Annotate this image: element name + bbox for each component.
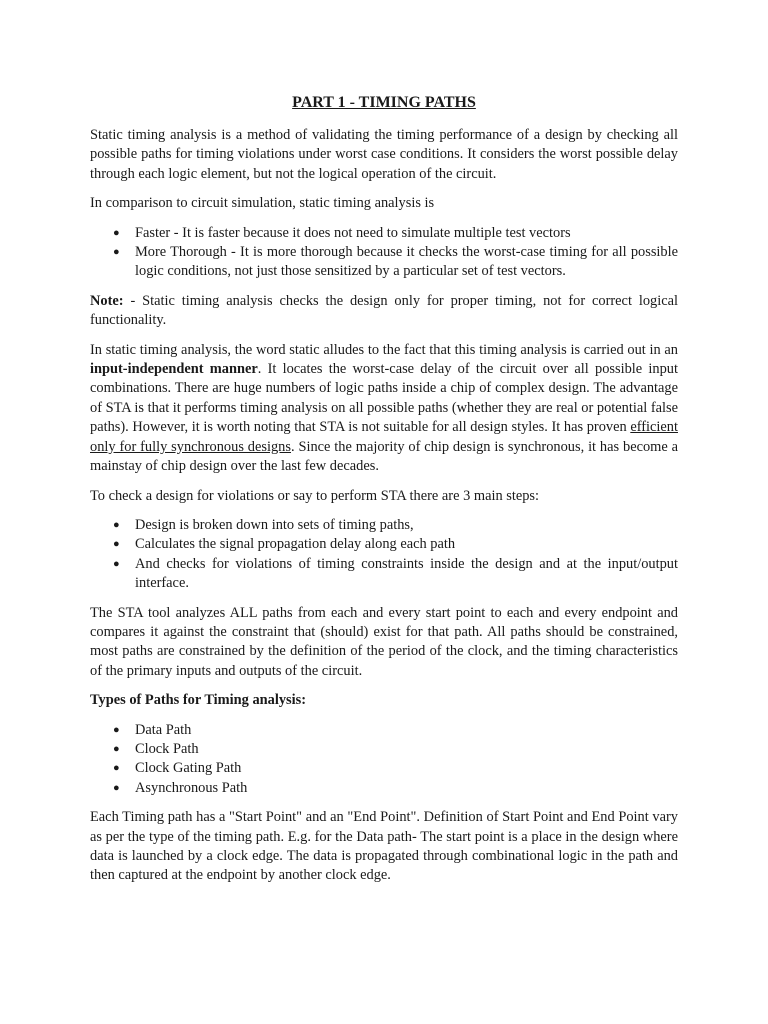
steps-lead: To check a design for violations or say to perform STA there are 3 main steps:: [90, 487, 540, 504]
intro-paragraph: Static timing analysis is a method of validating the timing performance of a design by checking all possible paths for timing violations under worst case conditions. It considers the worst possible delay through each logic element, but not the logical operation of the circuit.: [90, 127, 678, 182]
note-paragraph: [90, 292, 678, 331]
list-item: ● Calculates the signal propagation delay along each path: [135, 535, 678, 554]
types-heading: [90, 691, 678, 710]
types-list: [90, 721, 678, 799]
note-text: - Static timing analysis checks the design only for proper timing, not for correct logical functionality.: [90, 292, 678, 329]
list-item: ● Clock Path: [135, 740, 678, 759]
static-text-part3: . Since the majority of chip design is synchronous, it has become a mainstay of chip design over the last few decades.: [90, 438, 679, 475]
static-text-part1: In static timing analysis, the word static alludes to the fact that this timing analysis is carried out in an: [90, 341, 678, 358]
list-item: ● And checks for violations of timing constraints inside the design and at the input/output interface.: [135, 555, 678, 594]
list-item: ● Clock Gating Path: [135, 759, 678, 778]
list-item: ● Faster - It is faster because it does not need to simulate multiple test vectors: [135, 224, 678, 243]
static-text-underline: efficient only for fully synchronous designs: [90, 419, 678, 455]
closing-paragraph: Each Timing path has a "Start Point" and an "End Point". Definition of Start Point and End Point vary as per the type of the timing path. E.g. for the Data path- The start point is a place in the design where data is launched by a clock edge. The data is propagated through combinational logic in the path and then captured at the endpoint by another clock edge.: [90, 809, 678, 884]
list-item: ● Asynchronous Path: [135, 779, 678, 798]
note-label: Note:: [90, 292, 124, 309]
page-title: PART 1 - TIMING PATHS: [292, 94, 476, 111]
list-item: ● Data Path: [135, 721, 678, 740]
list-item: ● Design is broken down into sets of timing paths,: [135, 516, 678, 535]
comparison-list: [90, 224, 678, 282]
list-item: ● More Thorough - It is more thorough because it checks the worst-case timing for all possible logic conditions, not just those sensitized by a particular set of test vectors.: [135, 243, 678, 282]
static-analysis-paragraph: [90, 341, 678, 477]
types-heading-text: Types of Paths for Timing analysis:: [90, 692, 307, 709]
static-text-part2: . It locates the worst-case delay of the circuit over all possible input combinations. There are huge numbers of logic paths inside a chip of complex design. The advantage of STA is that it performs timing analysis on all possible paths (whether they are real or potential false paths). However, it is worth noting that STA is not suitable for all design styles. It has proven: [90, 361, 678, 436]
comparison-lead: In comparison to circuit simulation, static timing analysis is: [90, 195, 435, 212]
sta-tool-paragraph: The STA tool analyzes ALL paths from each and every start point to each and every endpoint and compares it against the constraint that (should) exist for that path. All paths should be constrained, most paths are constrained by the definition of the period of the clock, and the timing characteristics of the primary inputs and outputs of the circuit.: [90, 604, 678, 679]
static-text-bold: input-independent manner: [90, 361, 258, 378]
steps-list: [90, 516, 678, 594]
